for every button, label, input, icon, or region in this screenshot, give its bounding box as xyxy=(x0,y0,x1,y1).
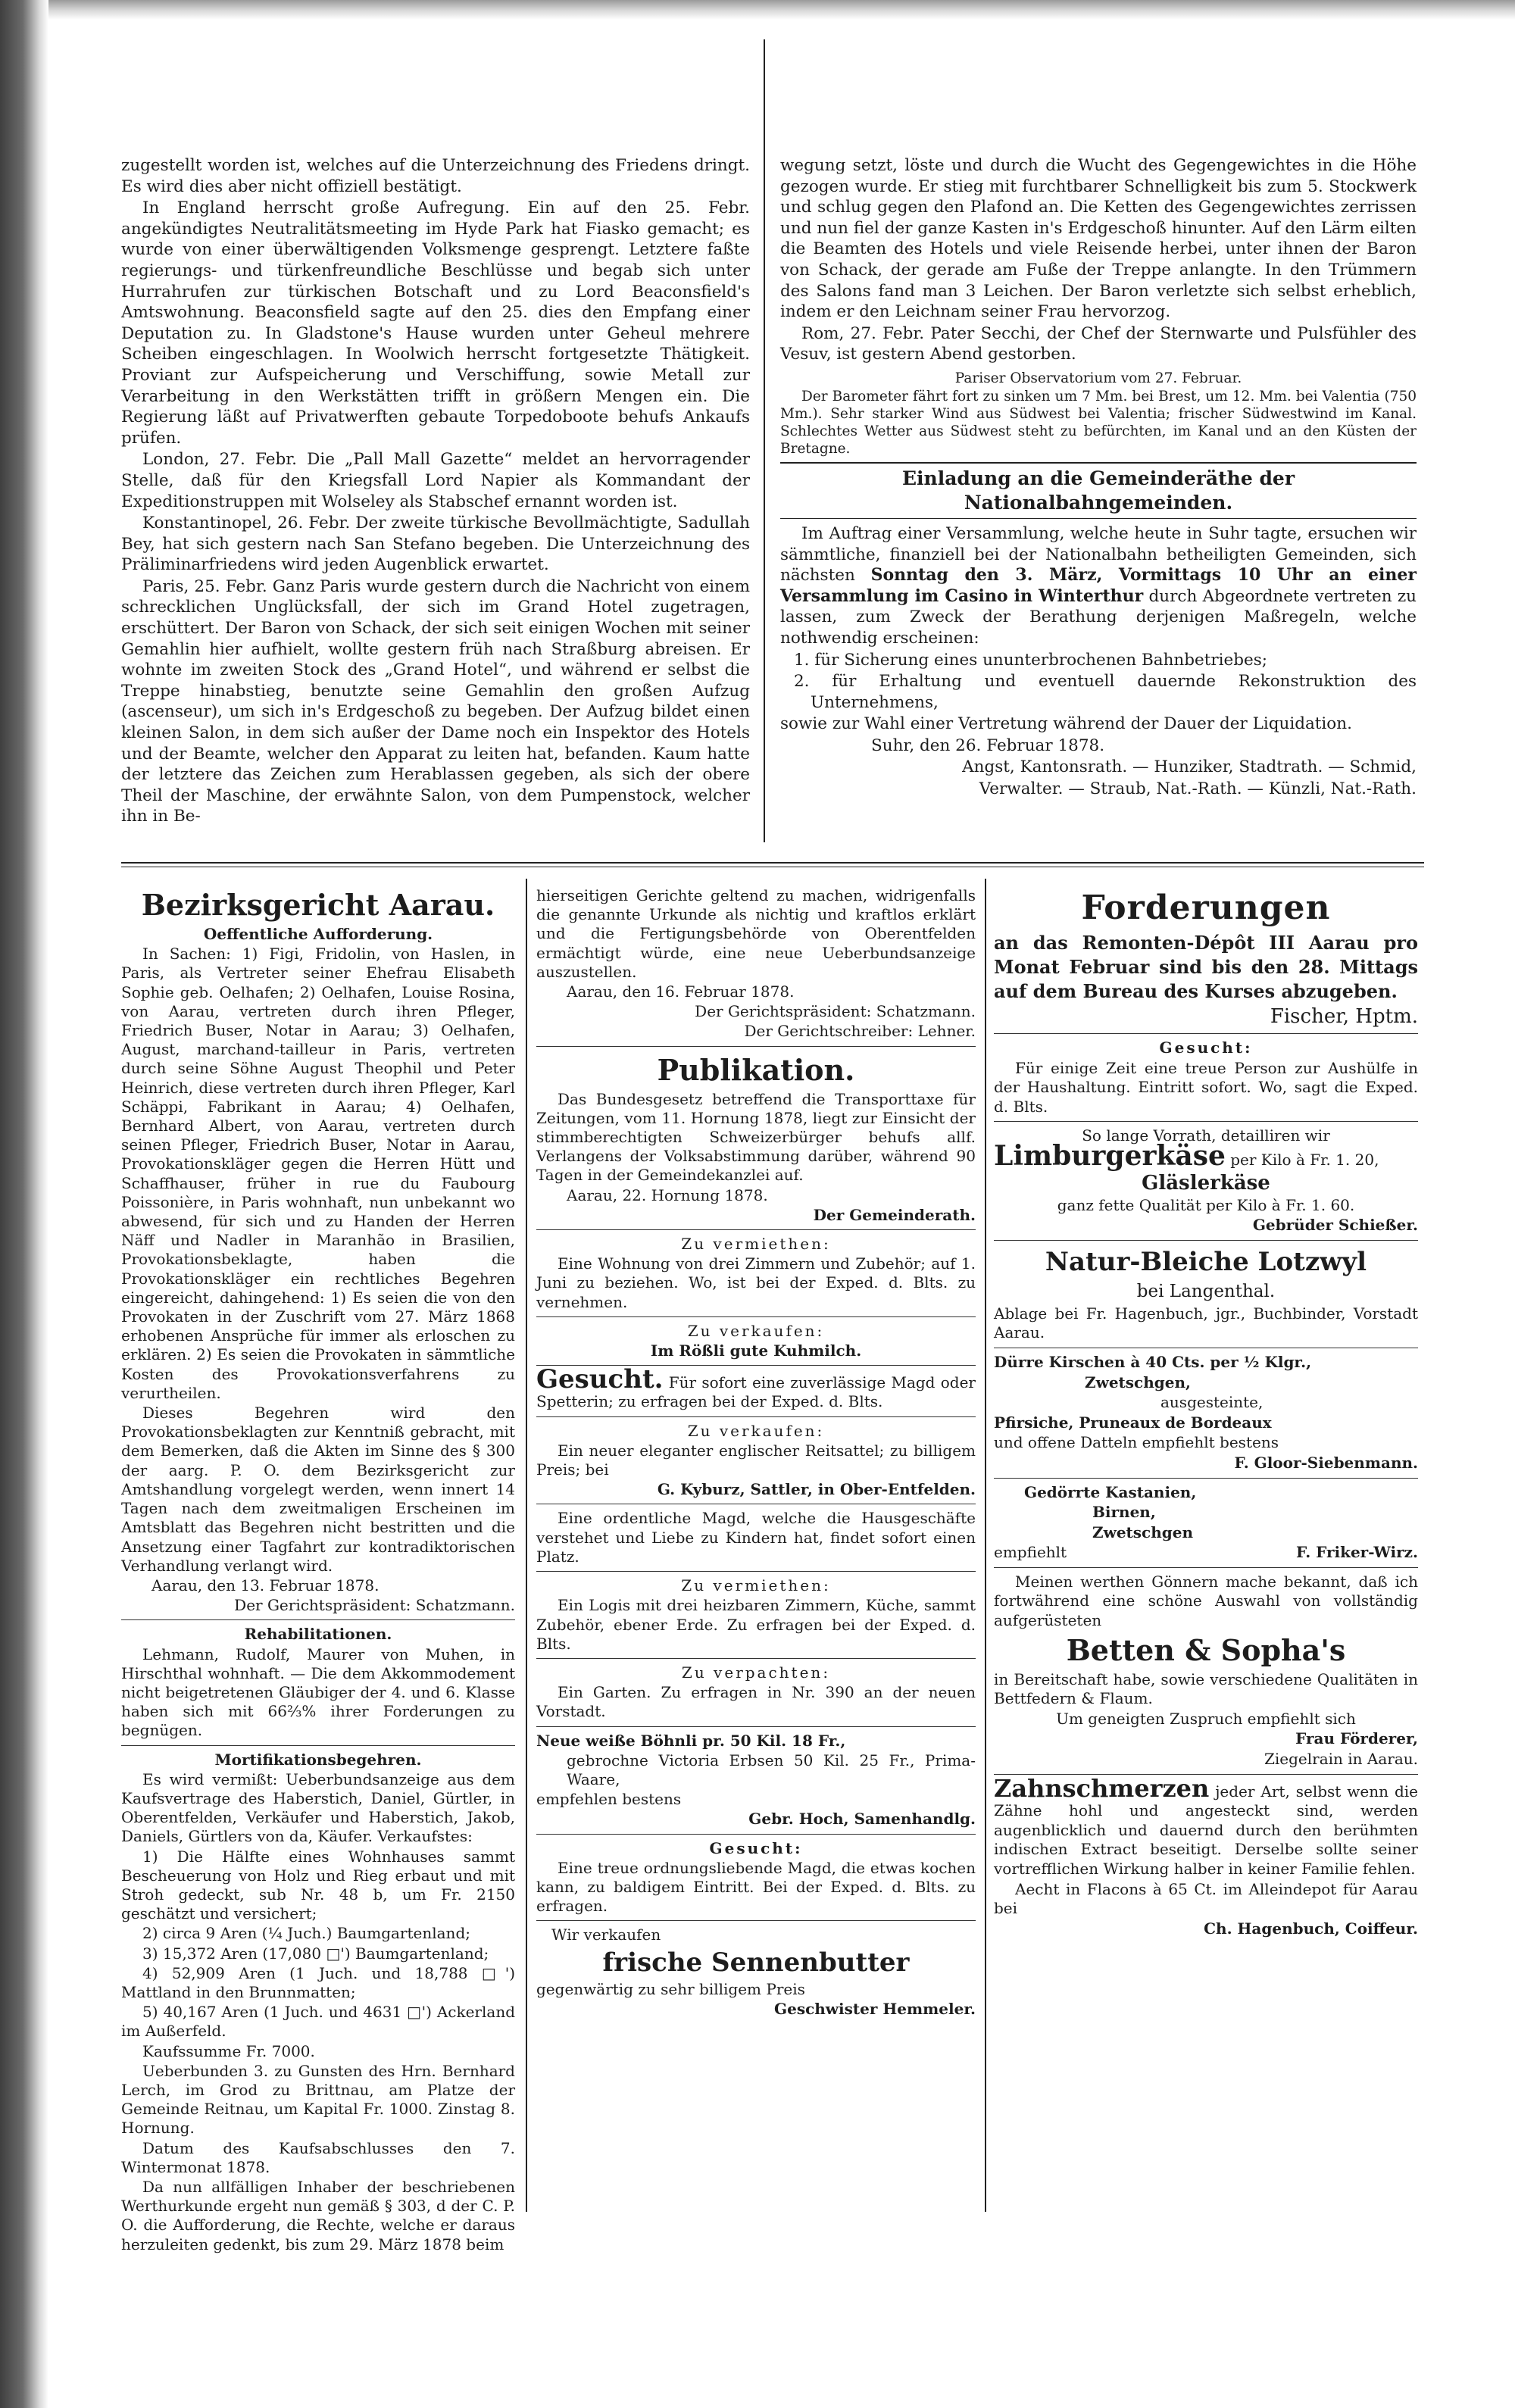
mortification-item: 3) 15,372 Aren (17,080 □') Baumgartenland; xyxy=(142,1944,489,1963)
forderungen-signature: Fischer, Hptm. xyxy=(1270,1005,1418,1028)
column-rule-bottom-2 xyxy=(985,879,986,2212)
dried-prefix: empfiehlt xyxy=(994,1543,1067,1562)
mortification-item: 4) 52,909 Aren (1 Juch. und 18,788 □') Mattland in den Brunnmatten; xyxy=(121,1963,515,2001)
invitation-intro: Im Auftrag einer Versammlung, welche heute in Suhr tagte, ersuchen wir sämmtliche, finanziell bei der Nationalbahn betheiligten Gemeinden, sich nächsten xyxy=(780,523,1417,586)
news-paragraph: In England herrscht große Aufregung. Ein auf den 25. Febr. angekündigtes Neutralitätsmeeting im Hyde Park hat Fiasko gemacht; es wurde von einer überwältigenden Volksmenge gesprengt. Letztere faßte regierungs- und türkenfreundliche Beschlüsse und begab sich unter Hurrahrufen zur türkischen Botschaft und zu Lord Beaconsfield's Amtswohnung. Beaconsfield sagte auf den 25. dies den Empfang einer Deputation zu. In Gladstone's Hause wurden unter Geheul mehrere Scheiben eingeschlagen. In Woolwich herrscht fortgesetzte Thätigkeit. Proviant zur Aufspeicherung und Verschiffung, sowie Metall zur Verarbeitung in den Werkstätten trifft in größern Mengen ein. Die Regierung läßt auf Privatwerften gebaute Torpedoboote behufs Ankaufs prüfen. xyxy=(121,198,750,448)
mortification-text: Datum des Kaufsabschlusses den 7. Wintermonat 1878. xyxy=(121,2138,515,2176)
court-date: Aarau, den 16. Februar 1878. xyxy=(567,982,795,1001)
fruit-line: Pfirsiche, Pruneaux de Bordeaux xyxy=(994,1413,1272,1432)
ad-text: gegenwärtig zu sehr billigem Preis xyxy=(536,1979,805,1998)
ad-signature: G. Kyburz, Sattler, in Ober-Entfelden. xyxy=(657,1480,976,1499)
butter-title: frische Sennenbutter xyxy=(602,1947,910,1978)
news-paragraph: zugestellt worden ist, welches auf die Unterzeichnung des Friedens dringt. Es wird dies aber nicht offiziell bestätigt. xyxy=(121,156,750,196)
ad-text: Meinen werthen Gönnern mache bekannt, daß ich fortwährend eine schöne Auswahl von vollständig aufgerüsteten xyxy=(994,1572,1418,1630)
ad-heading: Zu vermiethen: xyxy=(681,1576,831,1595)
column-rule-top xyxy=(764,39,765,842)
mortification-text: Es wird vermißt: Ueberbundsanzeige aus dem Kaufsvertrage des Haberstich, Daniel, Gürtler, in Oberentfelden, Verkäufer und Haberstich, Jakob, Daniels, Gürtlers von da, Käufer. Verkaufstes: xyxy=(121,1769,515,1846)
fruit-line: und offene Datteln empfiehlt bestens xyxy=(994,1433,1279,1452)
divider xyxy=(994,1478,1418,1479)
news-paragraph: Konstantinopel, 26. Febr. Der zweite türkische Bevollmächtigte, Sadullah Bey, hat sich gestern nach San Stefano begeben. Die Unterzeichnung des Präliminarfriedens wird jeden Augenblick erwartet. xyxy=(121,514,750,575)
ad-text: Um geneigten Zuspruch empfiehlt sich xyxy=(1056,1709,1356,1728)
ad-text: Ein neuer eleganter englischer Reitsattel; zu billigem Preis; bei xyxy=(536,1441,976,1479)
natur-bleiche-sub: bei Langenthal. xyxy=(1136,1281,1276,1301)
divider xyxy=(994,1240,1418,1241)
divider xyxy=(536,1316,976,1317)
ad-text: gebrochne Victoria Erbsen 50 Kil. 25 Fr., Prima-Waare, xyxy=(567,1751,976,1788)
ad-signature: Frau Förderer, xyxy=(1295,1729,1418,1748)
mortification-item: 2) circa 9 Aren (¼ Juch.) Baumgartenland; xyxy=(142,1924,470,1943)
divider xyxy=(536,1920,976,1921)
ad-heading: Zu verkaufen: xyxy=(687,1421,825,1440)
news-paragraph: wegung setzt, löste und durch die Wucht des Gegengewichtes in die Höhe gezogen wurde. Er stieg mit furchtbarer Schnelligkeit bis zum 5. Stockwerk und schlug gegen den Plafond an. Die Ketten des Gegengewichtes zerrissen und nun fiel der ganze Kasten in's Erdgeschoß hinunter. Auf den Lärm eilten die Beamten des Hotels und viele Reisende herbei, unter ihnen der Baron von Schack, der gerade am Fuße der Treppe anlangte. In den Trümmern des Salons fand man 3 Leichen. Der Baron verletzte sich selbst erheblich, indem er den Leichnam seiner Frau hervorzog. xyxy=(780,156,1417,322)
court-title: Bezirksgericht Aarau. xyxy=(141,888,495,922)
ad-text: Im Rößli gute Kuhmilch. xyxy=(650,1341,862,1360)
invitation-closing: sowie zur Wahl einer Vertretung während der Dauer der Liquidation. xyxy=(780,714,1352,734)
divider xyxy=(994,1033,1418,1034)
limburger-title: Limburgerkäse xyxy=(994,1139,1226,1172)
news-paragraph: Paris, 25. Febr. Ganz Paris wurde gestern durch die Nachricht von einem schrecklichen Unglücksfall, der sich im Grand Hotel zugetragen, erschüttert. Der Baron von Schack, der sich seit einigen Wochen mit seiner Gemahlin hier aufhielt, wollte gestern früh nach Straßburg abreisen. Er wohnte im zweiten Stock des „Grand Hotel“, und während er selbst die Treppe hinabstieg, benutzte seine Gemahlin den großen Aufzug (ascenseur), um sich in's Erdgeschoß zu begeben. Der Aufzug bildet einen kleinen Salon, in dem sich außer der Dame noch ein Inspektor des Hotels und der Beamte, welcher den Apparat zu leiten hat, befanden. Kaum hatte der letztere das Zeichen zum Herablassen gegeben, als sich der obere Theil der Maschine, der erwähnte Salon, von dem Pumpenstock, welcher ihn in Be- xyxy=(121,576,750,826)
invitation-item: 2. für Erhaltung und eventuell dauernde Rekonstruktion des Unternehmens, xyxy=(794,672,1417,712)
ad-text: Ablage bei Fr. Hagenbuch, jgr., Buchbinder, Vorstadt Aarau. xyxy=(994,1304,1418,1342)
ad-signature: F. Friker-Wirz. xyxy=(1296,1543,1418,1562)
ad-signature: F. Gloor-Siebenmann. xyxy=(1234,1453,1418,1472)
court-date: Aarau, den 13. Februar 1878. xyxy=(152,1576,380,1594)
fruit-line: ausgesteinte, xyxy=(1160,1393,1264,1412)
invitation-signatures-2: Verwalter. — Straub, Nat.-Rath. — Künzli, Nat.-Rath. xyxy=(979,779,1417,799)
invitation-date: Sonntag den 3. März, Vormittags 10 Uhr an einer Versammlung im Casino in Winterthur xyxy=(780,565,1417,606)
news-column-left xyxy=(121,155,750,828)
ad-text: Eine ordentliche Magd, welche die Hausgeschäfte verstehet und Liebe zu Kindern hat, findet sofort einen Platz. xyxy=(536,1509,976,1566)
gesucht-title: Gesucht. xyxy=(536,1364,664,1395)
mortification-item: 1) Die Hälfte eines Wohnhauses sammt Bescheuerung von Holz und Rieg erbaut und mit Stroh gedeckt, sub Nr. 48 b, um Fr. 2150 geschätzt und versichert; xyxy=(121,1847,515,1923)
divider xyxy=(994,1567,1418,1568)
ad-heading: Zu vermiethen: xyxy=(681,1235,831,1254)
observatory-text: Der Barometer fährt fort zu sinken um 7 Mm. bei Brest, um 12. Mm. bei Valentia (750 Mm.). Sehr starker Wind aus Südwest bei Valentia; frischer Südwestwind im Kanal. Schlechtes Wetter aus Südwest steht zu befürchten, im Kanal und an den Küsten der Bretagne. xyxy=(780,388,1417,457)
notices-column-middle xyxy=(536,886,976,2019)
news-paragraph: Rom, 27. Febr. Pater Secchi, der Chef der Sternwarte und Pulsfühler des Vesuv, ist gestern Abend gestorben. xyxy=(780,323,1417,364)
gesucht-text: Für sofort eine zuverlässige Magd oder Spetterin; zu erfragen bei der Exped. d. Blts. xyxy=(536,1373,976,1411)
ad-text: in Bereitschaft habe, sowie verschiedene Qualitäten in Bettfedern & Flaum. xyxy=(994,1669,1418,1708)
court-paragraph: In Sachen: 1) Figi, Fridolin, von Haslen, in Paris, als Vertreter seiner Ehefrau Elisabeth Sophie geb. Oelhafen; 2) Oelhafen, Louise Rosina, von Aarau, vertreten durch ihren Pfleger, Friedrich Buser, Notar in Aarau; 3) Oelhafen, August, marchand-tailleur in Paris, vertreten durch seine Söhne August Theophil und Peter Heinrich, diese vertreten durch ihren Pfleger, Karl Schäppi, Fabrikant in Aarau; 4) Oelhafen, Bernhard Albert, von Aarau, vertreten durch seinen Pfleger, Friedrich Buser, Notar in Aarau, Provokationskläger gegen die Herren Hütt und Schaffhauser, früher in rue du Faubourg Poissonière, in Paris wohnhaft, nun unbekannt wo abwesend, für sich und zu Handen der Herren Näff und Nadler in Maranhão in Brasilien, Provokationsbeklagte, haben die Provokationskläger ein rechtliches Begehren eingereicht, dahingehend: 1) Es seien die von den Provokaten in der Zuschrift vom 27. März 1868 erhobenen Ansprüche für immer als erloschen zu erklären. 2) Es seien die Provokaten in sämmtliche Kosten des Provokationsverfahrens zu verurtheilen. xyxy=(121,945,515,1402)
dried-line: Zwetschgen xyxy=(1092,1523,1194,1541)
dried-line: Birnen, xyxy=(1092,1503,1156,1522)
observatory-heading: Pariser Observatorium vom 27. Februar. xyxy=(954,370,1242,386)
glasler-text: ganz fette Qualität per Kilo à Fr. 1. 60. xyxy=(1057,1195,1355,1214)
ad-text: Ein Logis mit drei heizbaren Zimmern, Küche, sammt Zubehör, ebener Erde. Zu erfragen bei der Exped. d. Blts. xyxy=(536,1596,976,1653)
invitation-item: 1. für Sicherung eines ununterbrochenen Bahnbetriebes; xyxy=(794,650,1268,670)
court-signature: Der Gerichtspräsident: Schatzmann. xyxy=(695,1002,976,1021)
forderungen-text: an das Remonten-Dépôt III Aarau pro Monat Februar sind bis den 28. Mittags auf dem Bureau des Kurses abzugeben. xyxy=(994,932,1418,1002)
divider xyxy=(536,1658,976,1659)
publication-title: Publikation. xyxy=(657,1052,855,1087)
ad-text: Eine Wohnung von drei Zimmern und Zubehör; auf 1. Juni zu beziehen. Wo, ist bei der Exped. d. Blts. zu vernehmen. xyxy=(536,1254,976,1311)
invitation-signatures-1: Angst, Kantonsrath. — Hunziker, Stadtrath. — Schmid, xyxy=(962,757,1417,777)
rehab-text: Lehmann, Rudolf, Maurer von Muhen, in Hirschthal wohnhaft. — Die dem Akkommodement nicht beigetretenen Gläubiger der 4. und 6. Klasse haben sich mit 66⅔% ihrer Forderungen zu begnügen. xyxy=(121,1644,515,1740)
limburger-price: per Kilo à Fr. 1. 20, xyxy=(1230,1150,1379,1169)
court-signature: Der Gerichtspräsident: Schatzmann. xyxy=(234,1596,515,1615)
divider xyxy=(536,1571,976,1572)
divider xyxy=(994,1121,1418,1122)
ad-signature: Gebr. Hoch, Samenhandlg. xyxy=(748,1810,976,1829)
glasler-title: Gläslerkäse xyxy=(1142,1171,1270,1195)
divider xyxy=(121,1745,515,1746)
limburger-ad xyxy=(994,1139,1418,1172)
ad-signature: Ch. Hagenbuch, Coiffeur. xyxy=(1204,1919,1418,1938)
scan-border-left xyxy=(0,0,48,2408)
column-rule-bottom-1 xyxy=(526,879,527,2212)
fruit-line: Dürre Kirschen à 40 Cts. per ½ Klgr., xyxy=(994,1352,1312,1371)
invitation-text xyxy=(780,523,1417,649)
court-continuation: hierseitigen Gerichte geltend zu machen, widrigenfalls die genannte Urkunde als nichtig und kraftlos erklärt und die Fertigungsbehörde von Oberentfelden ermächtigt würde, eine neue Ueberbundsanzeige auszustellen. xyxy=(536,886,976,981)
news-column-right xyxy=(780,155,1417,801)
mortification-heading: Mortifikationsbegehren. xyxy=(214,1750,422,1769)
ads-column-right xyxy=(994,886,1418,1939)
mortification-text: Da nun allfälligen Inhaber der beschriebenen Werthurkunde ergeht nun gemäß § 303, d der C. P. O. die Aufforderung, die Rechte, welche er daraus herzuleiten gedenkt, bis zum 29. März 1878 beim xyxy=(121,2178,515,2253)
news-paragraph: London, 27. Febr. Die „Pall Mall Gazette“ meldet an hervorragender Stelle, daß für den Kriegsfall Lord Napier als Kommandant der Expeditionstruppen mit Wolseley als Stabschef ernannt worden ist. xyxy=(121,450,750,511)
zahnschmerzen-title: Zahnschmerzen xyxy=(994,1773,1210,1803)
mortification-price: Kaufssumme Fr. 7000. xyxy=(142,2041,315,2060)
invitation-purpose: durch Abgeordnete vertreten zu lassen, zum Zweck der Berathung derjenigen Maßregeln, welche nothwendig erscheinen: xyxy=(780,586,1417,648)
divider xyxy=(536,1726,976,1727)
publication-signature: Der Gemeinderath. xyxy=(813,1205,976,1224)
rehab-heading: Rehabilitationen. xyxy=(244,1625,392,1644)
ad-text: Für einige Zeit eine treue Person zur Aushülfe in der Haushaltung. Eintritt sofort. Wo, sagt die Exped. d. Blts. xyxy=(994,1058,1418,1116)
ad-address: Ziegelrain in Aarau. xyxy=(1264,1750,1418,1769)
ad-text: empfehlen bestens xyxy=(536,1790,682,1809)
section-rule xyxy=(121,862,1424,867)
natur-bleiche-title: Natur-Bleiche Lotzwyl xyxy=(1045,1246,1367,1277)
ad-text: Wir verkaufen xyxy=(551,1925,661,1944)
ad-heading: Zu verpachten: xyxy=(681,1663,831,1682)
publication-date: Aarau, 22. Hornung 1878. xyxy=(567,1185,768,1204)
publication-text: Das Bundesgesetz betreffend die Transporttaxe für Zeitungen, vom 11. Hornung 1878, liegt zur Einsicht der stimmberechtigten Schweizerbürger behufs allf. Verlangens der Volksabstimmung darüber, während 90 Tagen in der Gemeindekanzlei auf. xyxy=(536,1089,976,1185)
dried-signature-line xyxy=(994,1543,1418,1563)
ad-text: Aecht in Flacons à 65 Ct. im Alleindepot für Aarau bei xyxy=(994,1879,1418,1918)
ad-signature: Geschwister Hemmeler. xyxy=(774,1999,976,2018)
mortification-text: Ueberbunden 3. zu Gunsten des Hrn. Bernhard Lerch, im Grod zu Brittnau, am Platze der Gemeinde Reitnau, um Kapital Fr. 1000. Zinstag 8. Hornung. xyxy=(121,2061,515,2138)
ad-signature: Gebrüder Schießer. xyxy=(1252,1216,1418,1235)
fruit-line: Zwetschgen, xyxy=(1085,1373,1191,1391)
invitation-title: Einladung an die Gemeinderäthe der Nationalbahngemeinden. xyxy=(780,462,1417,519)
gesucht-ad xyxy=(536,1364,976,1411)
court-paragraph: Dieses Begehren wird den Provokationsbeklagten zur Kenntniß gebracht, mit dem Bemerken, daß die Akten im Sinne des § 300 der aarg. P. O. dem Bezirksgericht zur Amtshandlung vorgelegt werden, wenn innert 14 Tagen nach dem zweitmaligen Erscheinen im Amtsblatt das Begehren nicht bestritten und die Ansetzung einer Tagfahrt zur kontradiktorischen Verhandlung verlangt wird. xyxy=(121,1404,515,1575)
ad-text: Neue weiße Böhnli pr. 50 Kil. 18 Fr., xyxy=(536,1731,846,1750)
court-clerk: Der Gerichtschreiber: Lehner. xyxy=(744,1022,976,1041)
ad-text: Eine treue ordnungsliebende Magd, die etwas kochen kann, zu baldigem Eintritt. Bei der Exped. d. Blts. zu erfragen. xyxy=(536,1858,976,1916)
zahnschmerzen-ad xyxy=(994,1773,1418,1879)
dried-line: Gedörrte Kastanien, xyxy=(1024,1482,1197,1501)
court-subtitle: Oeffentliche Aufforderung. xyxy=(203,925,433,943)
ad-text: So lange Vorrath, detailliren wir xyxy=(1082,1126,1330,1145)
divider xyxy=(536,1229,976,1230)
divider xyxy=(121,1619,515,1620)
ad-heading: Gesucht: xyxy=(1159,1038,1253,1057)
ad-heading: Zu verkaufen: xyxy=(687,1321,825,1340)
mortification-item: 5) 40,167 Aren (1 Juch. und 4631 □') Ackerland im Außerfeld. xyxy=(121,2003,515,2041)
divider xyxy=(536,1834,976,1835)
divider xyxy=(536,1046,976,1047)
ad-text: Ein Garten. Zu erfragen in Nr. 390 an der neuen Vorstadt. xyxy=(536,1683,976,1721)
divider xyxy=(536,1416,976,1417)
zahnschmerzen-text: jeder Art, selbst wenn die Zähne hohl und angesteckt sind, werden augenblicklich und dauernd durch den berühmten indischen Extract beseitigt. Derselbe sollte seiner vortrefflichen Wirkung halber in keiner Familie fehlen. xyxy=(994,1782,1418,1878)
invitation-place: Suhr, den 26. Februar 1878. xyxy=(871,736,1105,755)
betten-title: Betten & Sopha's xyxy=(1066,1632,1346,1667)
court-notices-column xyxy=(121,886,515,2255)
scan-border-top xyxy=(0,0,1515,20)
ad-heading: Gesucht: xyxy=(709,1838,803,1857)
forderungen-title: Forderungen xyxy=(1081,889,1331,927)
